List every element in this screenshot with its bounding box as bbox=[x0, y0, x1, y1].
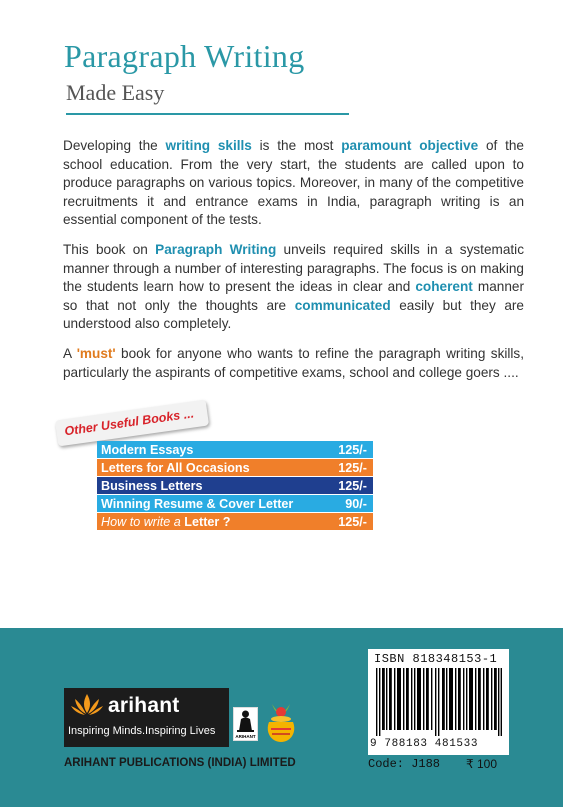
highlight-must: 'must' bbox=[76, 345, 116, 361]
highlight-coherent: coherent bbox=[415, 279, 473, 295]
other-books-list bbox=[97, 441, 373, 531]
highlight-writing-skills: writing skills bbox=[165, 138, 252, 153]
emblem-label: ARIHANT bbox=[235, 734, 256, 739]
lotus-flame-icon bbox=[70, 693, 104, 719]
seated-figure-icon bbox=[234, 708, 257, 734]
kalash-pot-icon bbox=[262, 702, 300, 744]
book-item-title: Winning Resume & Cover Letter bbox=[101, 496, 294, 511]
book-item bbox=[97, 477, 373, 494]
book-title: Paragraph Writing bbox=[64, 38, 305, 74]
blurb-text: is the most bbox=[251, 138, 342, 153]
book-item-price: 125/- bbox=[338, 478, 367, 493]
blurb-text: Developing the bbox=[63, 138, 166, 153]
book-item-title-bold: Letter ? bbox=[184, 514, 231, 529]
book-item-title-italic: How to write a bbox=[101, 514, 185, 529]
book-item-price: 125/- bbox=[338, 514, 367, 529]
publisher-name: ARIHANT PUBLICATIONS (INDIA) LIMITED bbox=[64, 757, 296, 769]
book-price: ₹ 100 bbox=[466, 757, 497, 771]
title-divider bbox=[66, 113, 349, 115]
other-books-tag-label: Other Useful Books ... bbox=[63, 406, 195, 439]
book-item bbox=[97, 495, 373, 512]
isbn-number: ISBN 818348153-1 bbox=[374, 652, 498, 666]
blurb-text: manner so that not only the thoughts are bbox=[63, 279, 524, 313]
arihant-logo bbox=[64, 688, 229, 747]
blurb-paragraph-3 bbox=[63, 345, 524, 382]
book-item-price: 90/- bbox=[345, 496, 367, 511]
blurb-paragraph-2 bbox=[63, 241, 524, 334]
book-item-title: Letters for All Occasions bbox=[101, 460, 250, 475]
other-books-tag bbox=[55, 400, 209, 447]
isbn-barcode-box bbox=[368, 649, 509, 755]
ean-number: 9 788183 481533 bbox=[370, 738, 479, 750]
book-item bbox=[97, 513, 373, 530]
blurb-text: of the school education. From the very start, the students are called upon to produce paragraphs on various topics. Moreover, in many of the competitive recruitments it and entrance exams in India, paragraph writing is an essential component of the tests. bbox=[63, 138, 524, 228]
arihant-emblem bbox=[233, 707, 258, 741]
book-item-price: 125/- bbox=[338, 460, 367, 475]
blurb-text: easily but they are understood also completely. bbox=[63, 297, 524, 332]
book-item bbox=[97, 459, 373, 476]
book-item-price: 125/- bbox=[338, 442, 367, 457]
book-code: Code: J188 bbox=[368, 757, 441, 771]
highlight-communicated: communicated bbox=[294, 297, 391, 313]
book-item bbox=[97, 441, 373, 458]
blurb bbox=[63, 137, 524, 393]
barcode-icon bbox=[376, 668, 502, 736]
book-item-title: Business Letters bbox=[101, 478, 203, 493]
book-subtitle: Made Easy bbox=[66, 80, 165, 105]
book-item-title: Modern Essays bbox=[101, 442, 194, 457]
blurb-text: unveils required skills in a systematic manner through a number of interesting paragraphs. The focus is on making the students learn how to present the ideas in clear and bbox=[63, 241, 524, 295]
highlight-paramount-objective: paramount objective bbox=[341, 138, 479, 153]
highlight-paragraph-writing: Paragraph Writing bbox=[155, 241, 277, 257]
logo-tagline: Inspiring Minds.Inspiring Lives bbox=[68, 725, 216, 737]
blurb-text: This book on bbox=[63, 241, 156, 257]
blurb-text: book for anyone who wants to refine the paragraph writing skills, particularly the aspirants of competitive exams, school and college goers .... bbox=[63, 345, 524, 380]
logo-wordmark: arihant bbox=[108, 694, 180, 717]
book-item-title bbox=[101, 515, 230, 529]
blurb-paragraph-1 bbox=[63, 137, 524, 230]
blurb-text: A bbox=[63, 345, 77, 361]
